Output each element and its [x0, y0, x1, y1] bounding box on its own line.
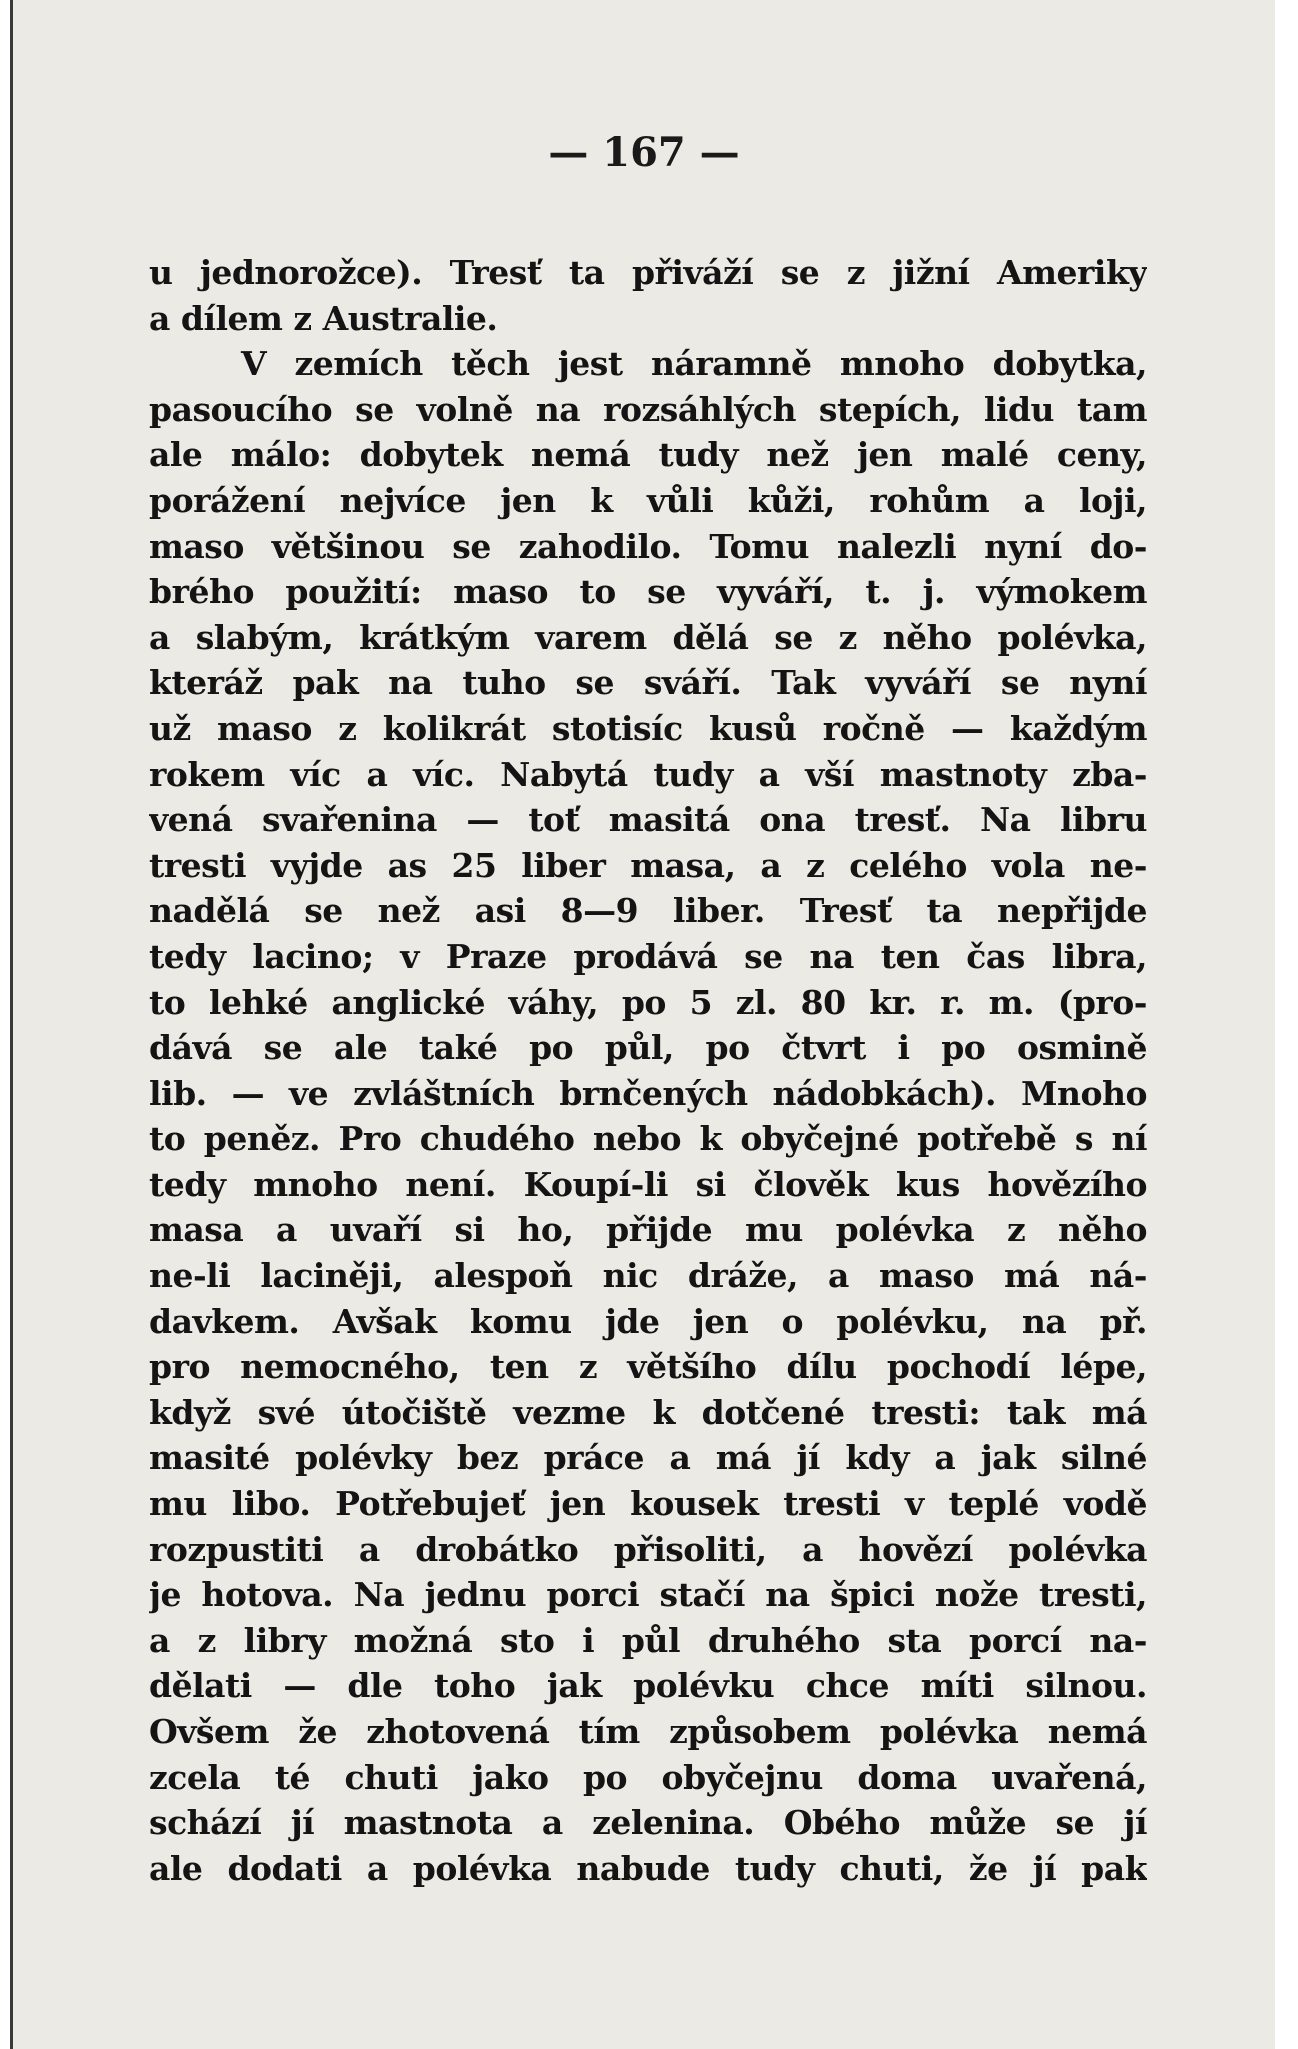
text-line: pasoucího se volně na rozsáhlých stepích, lidu tam	[149, 389, 1147, 429]
text-line: Ovšem že zhotovená tím způsobem polévka nemá	[149, 1712, 1147, 1751]
text-line: zcela té chuti jako po obyčejnu doma uvařená,	[149, 1757, 1147, 1797]
book-page	[10, 0, 1275, 2049]
text-line: a z libry možná sto i půl druhého sta porcí na-	[149, 1620, 1147, 1660]
text-line: davkem. Avšak komu jde jen o polévku, na př.	[149, 1301, 1147, 1341]
text-line: V zemích těch jest náramně mnoho dobytka,	[241, 344, 1147, 384]
text-line: dává se ale také po půl, po čtvrt i po osmině	[149, 1028, 1147, 1068]
text-line: vená svařenina — toť masitá ona tresť. Na libru	[149, 800, 1147, 840]
text-line: a dílem z Australie.	[149, 298, 498, 338]
text-line: rozpustiti a drobátko přisoliti, a hovězí polévka	[149, 1529, 1147, 1569]
text-line: ale dodati a polévka nabude tudy chuti, že jí pak	[149, 1848, 1147, 1888]
text-line: rokem víc a víc. Nabytá tudy a vší mastnoty zba-	[149, 754, 1147, 794]
text-line: masa a uvaří si ho, přijde mu polévka z něho	[149, 1210, 1147, 1250]
text-line: maso většinou se zahodilo. Tomu nalezli nyní do-	[149, 526, 1147, 566]
text-line: masité polévky bez práce a má jí kdy a jak silné	[149, 1438, 1147, 1478]
text-line: tedy lacino; v Praze prodává se na ten čas libra,	[149, 936, 1147, 976]
text-line: a slabým, krátkým varem dělá se z něho polévka,	[149, 617, 1147, 657]
page-number: — 167 —	[548, 129, 740, 176]
text-line: to peněz. Pro chudého nebo k obyčejné potřebě s ní	[149, 1119, 1147, 1159]
text-line: kteráž pak na tuho se sváří. Tak vyváří se nyní	[149, 663, 1147, 703]
text-line: tedy mnoho není. Koupí-li si člověk kus hovězího	[149, 1164, 1147, 1204]
text-line: schází jí mastnota a zelenina. Obého může se jí	[149, 1803, 1147, 1843]
text-line: porážení nejvíce jen k vůli kůži, rohům a loji,	[149, 480, 1147, 520]
text-line: když své útočiště vezme k dotčené tresti: tak má	[149, 1392, 1147, 1432]
text-line: mu libo. Potřebujeť jen kousek tresti v teplé vodě	[149, 1484, 1147, 1524]
text-line: pro nemocného, ten z většího dílu pochodí lépe,	[149, 1347, 1147, 1387]
text-line: lib. — ve zvláštních brnčených nádobkách). Mnoho	[149, 1073, 1147, 1113]
text-line: už maso z kolikrát stotisíc kusů ročně — každým	[149, 708, 1147, 748]
text-line: u jednorožce). Tresť ta přiváží se z jižní Ameriky	[149, 253, 1147, 292]
text-line: nadělá se než asi 8—9 liber. Tresť ta nepřijde	[149, 891, 1147, 931]
text-line: tresti vyjde as 25 liber masa, a z celého vola ne-	[149, 845, 1147, 885]
text-line: je hotova. Na jednu porci stačí na špici nože tresti,	[149, 1575, 1147, 1615]
text-line: ne-li laciněji, alespoň nic dráže, a maso má ná-	[149, 1256, 1147, 1296]
text-line: brého použití: maso to se vyváří, t. j. výmokem	[149, 572, 1147, 612]
text-line: to lehké anglické váhy, po 5 zl. 80 kr. r. m. (pro-	[149, 982, 1147, 1022]
text-line: dělati — dle toho jak polévku chce míti silnou.	[149, 1666, 1147, 1706]
text-line: ale málo: dobytek nemá tudy než jen malé ceny,	[149, 435, 1147, 475]
body-text	[149, 250, 1147, 1891]
